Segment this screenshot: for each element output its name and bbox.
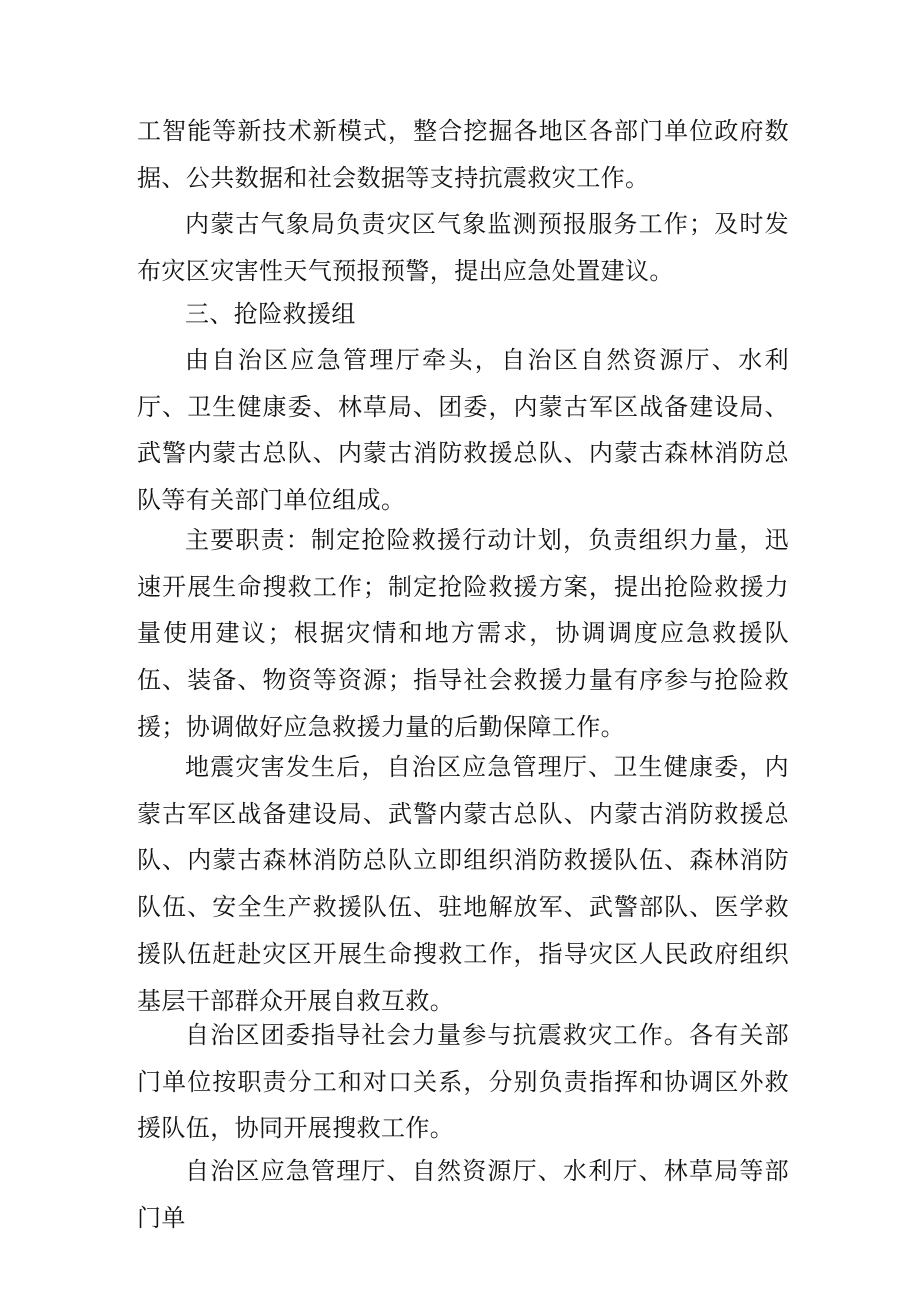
- paragraph-continued: 工智能等新技术新模式，整合挖掘各地区各部门单位政府数据、公共数据和社会数据等支持抗震救灾工作。: [137, 117, 789, 192]
- paragraph-meteorology: 内蒙古气象局负责灾区气象监测预报服务工作；及时发布灾区灾害性天气预报预警，提出应急处置建议。: [137, 210, 789, 285]
- paragraph-social-forces: 自治区团委指导社会力量参与抗震救灾工作。各有关部门单位按职责分工和对口关系，分别负责指挥和协调区外救援队伍，协同开展搜救工作。: [137, 1021, 789, 1143]
- paragraph-composition: 由自治区应急管理厅牵头，自治区自然资源厅、水利厅、卫生健康委、林草局、团委，内蒙古军区战备建设局、武警内蒙古总队、内蒙古消防救援总队、内蒙古森林消防总队等有关部门单位组成。: [137, 346, 789, 515]
- paragraph-duties: 主要职责：制定抢险救援行动计划，负责组织力量，迅速开展生命搜救工作；制定抢险救援方案，提出抢险救援力量使用建议；根据灾情和地方需求，协调调度应急救援队伍、装备、物资等资源；指导社会救援力量有序参与抢险救援；协调做好应急救援力量的后勤保障工作。: [137, 526, 789, 741]
- section-heading: 三、抢险救援组: [185, 300, 356, 328]
- paragraph-departments: 自治区应急管理厅、自然资源厅、水利厅、林草局等部门单: [137, 1157, 789, 1232]
- paragraph-post-earthquake: 地震灾害发生后，自治区应急管理厅、卫生健康委，内蒙古军区战备建设局、武警内蒙古总队、内蒙古消防救援总队、内蒙古森林消防总队立即组织消防救援队伍、森林消防队伍、安全生产救援队伍、驻地解放军、武警部队、医学救援队伍赶赴灾区开展生命搜救工作，指导灾区人民政府组织基层干部群众开展自救互救。: [137, 753, 789, 1015]
